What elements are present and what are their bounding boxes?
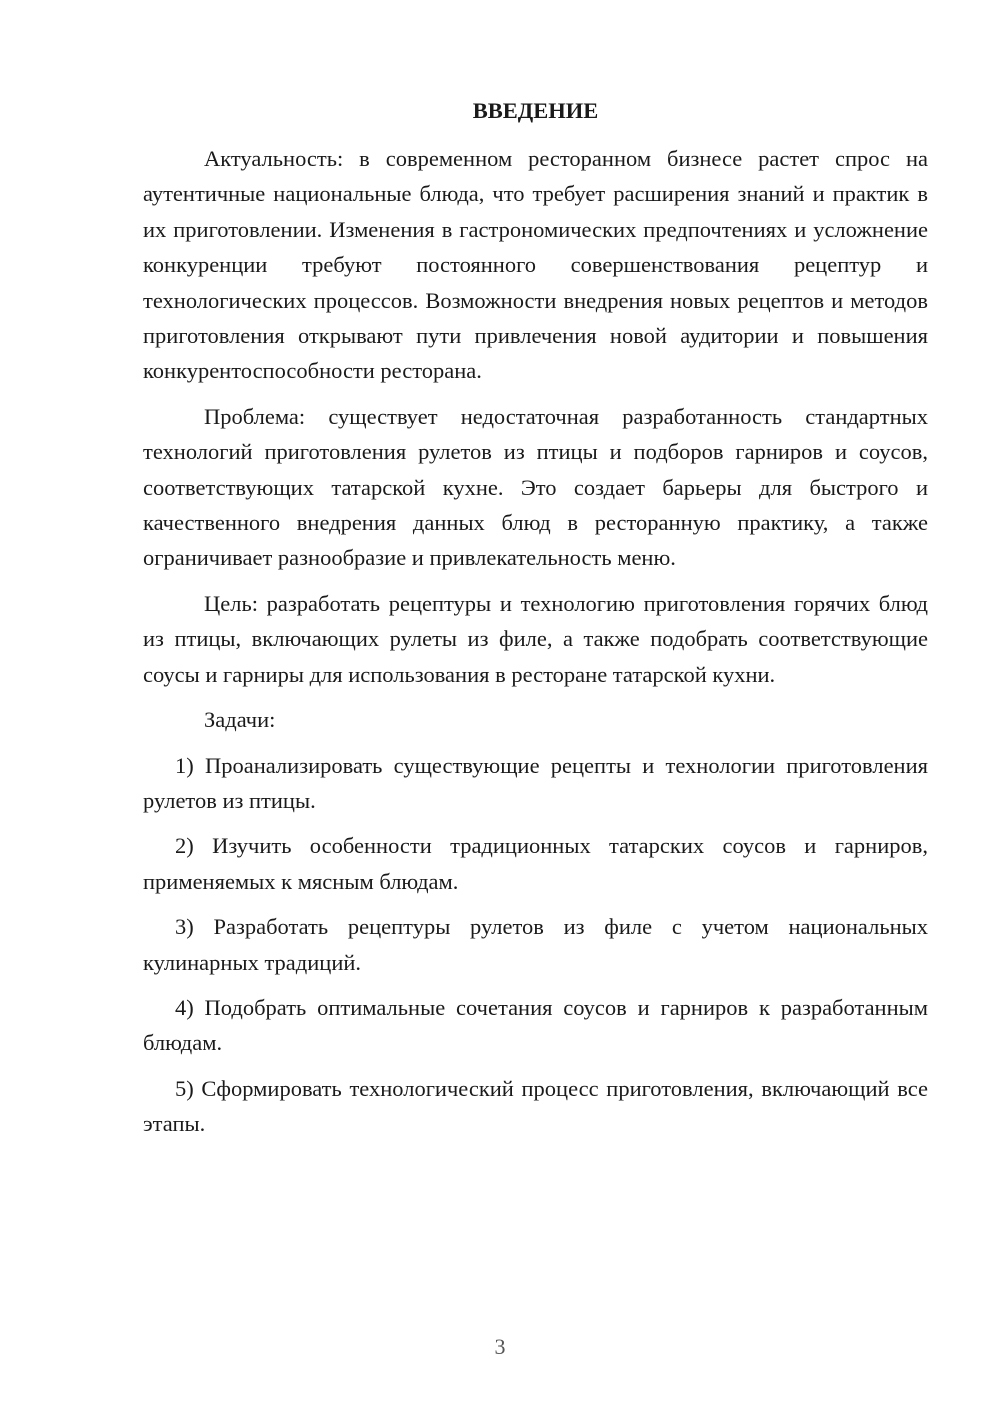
- task-item-3: 3) Разработать рецептуры рулетов из филе с учетом национальных кулинарных традиций.: [143, 914, 928, 975]
- task-item-4: 4) Подобрать оптимальные сочетания соусов и гарниров к разработанным блюдам.: [143, 994, 928, 1056]
- page-number: 3: [494, 1334, 506, 1359]
- paragraph-goal: Цель: разработать рецептуры и технологию приготовления горячих блюд из птицы, включающих рулеты из филе, а также подобрать соответствующие соусы и гарниры для использования в ресторане татарской кухни.: [143, 590, 928, 687]
- section-title: ВВЕДЕНИЕ: [472, 98, 599, 123]
- task-item-5: 5) Сформировать технологический процесс приготовления, включающий все этапы.: [143, 1075, 928, 1137]
- paragraph-relevance: Актуальность: в современном ресторанном бизнесе растет спрос на аутентичные национальные блюда, что требует расширения знаний и практик в их приготовлении. Изменения в гастрономических предпочтениях и усложнение конкуренции требуют постоянного совершенствования рецептур и технологических процессов. Возможности внедрения новых рецептов и методов приготовления открывают пути привлечения новой аудитории и повышения конкурентоспособности ресторана.: [143, 146, 928, 384]
- task-item-1: 1) Проанализировать существующие рецепты и технологии приготовления рулетов из птицы.: [143, 752, 928, 813]
- document-page: [143, 96, 928, 1152]
- tasks-label: Задачи:: [204, 707, 276, 733]
- task-item-2: 2) Изучить особенности традиционных татарских соусов и гарниров, применяемых к мясным блюдам.: [143, 833, 928, 894]
- paragraph-problem: Проблема: существует недостаточная разработанность стандартных технологий приготовления рулетов из птицы и подборов гарниров и соусов, соответствующих татарской кухне. Это создает барьеры для быстрого и качественного внедрения данных блюд в ресторанную практику, а также ограничивает разнообразие и привлекательность меню.: [143, 403, 928, 571]
